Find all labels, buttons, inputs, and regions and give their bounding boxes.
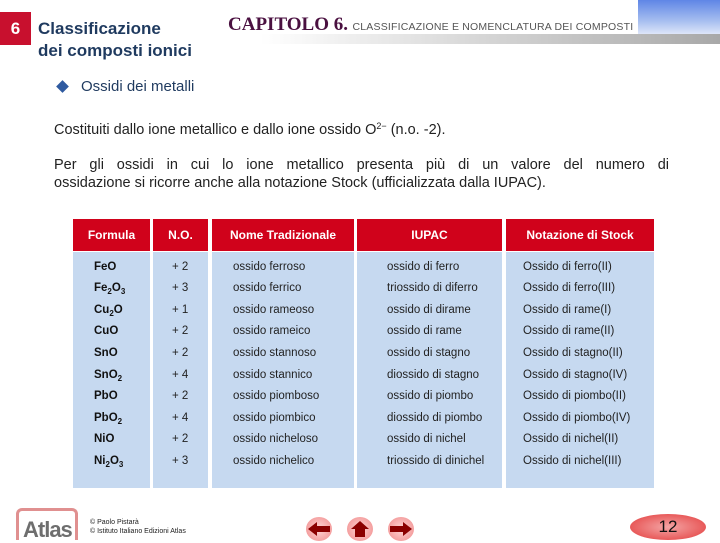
table-cell-formula: PbO — [94, 390, 118, 402]
table-cell-iupac: ossido di ferro — [387, 261, 460, 273]
page-number: 12 — [630, 514, 706, 540]
table-cell-iupac: diossido di stagno — [387, 369, 480, 381]
table-cell-formula: $Fe_2O_3$ — [94, 282, 126, 296]
home-button[interactable] — [347, 517, 373, 541]
copyright — [90, 518, 186, 536]
table-cell-stock: Ossido di stagno(IV) — [523, 369, 628, 381]
table-cell-no: + 2 — [172, 433, 189, 445]
paragraph-definition — [54, 117, 446, 139]
section-title-line1: Classificazione — [38, 19, 161, 38]
next-button[interactable] — [388, 517, 414, 541]
para1-text-end: (n.o. -2). — [386, 122, 446, 138]
table-cell-no: + 3 — [172, 455, 189, 467]
table-header-stock: Notazione di Stock — [506, 219, 654, 251]
logo-text: Atlas — [23, 517, 72, 542]
table-cell-stock: Ossido di rame(II) — [523, 325, 615, 337]
table-cell-formula: SnO — [94, 347, 118, 359]
chapter-label-subtitle: CLASSIFICAZIONE E NOMENCLATURA DEI COMPOSTI — [352, 21, 634, 33]
prev-button[interactable] — [306, 517, 332, 541]
table-cell-trad: ossido ferrico — [233, 282, 302, 294]
table-cell-no: + 2 — [172, 390, 189, 402]
table-cell-iupac: ossido di stagno — [387, 347, 471, 359]
table-column-formula — [73, 219, 150, 469]
bullet-text: Ossidi dei metalli — [81, 78, 195, 95]
chapter-number-badge: 6 — [0, 12, 31, 45]
table-cell-iupac: ossido di piombo — [387, 390, 474, 402]
table-cell-iupac: ossido di nichel — [387, 433, 466, 445]
table-cell-trad: ossido rameico — [233, 325, 311, 337]
table-cell-formula: NiO — [94, 433, 115, 445]
table-header-formula: Formula — [73, 219, 150, 251]
paragraph-stock — [54, 156, 669, 192]
table-header-trad: Nome Tradizionale — [212, 219, 354, 251]
para1-text: Costituiti dallo ione metallico e dallo ione ossido O — [54, 122, 377, 138]
table-cell-trad: ossido nicheloso — [233, 433, 319, 445]
para2-line1: Per gli ossidi in cui lo ione metallico presenta più di un valore del numero di — [54, 157, 669, 173]
table-cell-stock: Ossido di rame(I) — [523, 304, 612, 316]
table-cell-trad: ossido piomboso — [233, 390, 320, 402]
bullet-heading — [58, 78, 194, 95]
table-cell-stock: Ossido di ferro(II) — [523, 261, 612, 273]
table-cell-iupac: ossido di dirame — [387, 304, 471, 316]
table-cell-trad: ossido rameoso — [233, 304, 315, 316]
table-cell-no: + 4 — [172, 369, 189, 381]
table-column-stock — [506, 219, 654, 467]
table-cell-formula: $Ni_2O_3$ — [94, 455, 124, 469]
table-cell-no: + 1 — [172, 304, 189, 316]
section-title — [38, 18, 192, 62]
table-cell-no: + 4 — [172, 412, 189, 424]
table-cell-formula: FeO — [94, 261, 117, 273]
header-corner-decoration — [638, 0, 720, 36]
table-cell-iupac: triossido di dinichel — [387, 455, 485, 467]
chapter-label-main: CAPITOLO 6. — [228, 14, 349, 35]
table-cell-no: + 2 — [172, 347, 189, 359]
table-cell-no: + 2 — [172, 325, 189, 337]
table-cell-stock: Ossido di stagno(II) — [523, 347, 623, 359]
chapter-label — [228, 14, 633, 36]
table-cell-formula: PbO$_2$ — [94, 412, 123, 426]
arrow-right-icon — [390, 522, 412, 536]
copyright-publisher: © Istituto Italiano Edizioni Atlas — [90, 528, 186, 535]
table-cell-stock: Ossido di nichel(II) — [523, 433, 619, 445]
copyright-author: © Paolo Pistarà — [90, 519, 139, 526]
table-column-iupac — [357, 219, 502, 467]
table-cell-stock: Ossido di nichel(III) — [523, 455, 622, 467]
table-cell-no: + 3 — [172, 282, 189, 294]
table-cell-trad: ossido nichelico — [233, 455, 315, 467]
table-cell-iupac: triossido di diferro — [387, 282, 478, 294]
table-cell-trad: ossido piombico — [233, 412, 316, 424]
table-cell-trad: ossido stannico — [233, 369, 313, 381]
table-cell-formula: SnO$_2$ — [94, 369, 123, 383]
table-cell-formula: CuO — [94, 325, 119, 337]
table-header-no: N.O. — [153, 219, 208, 251]
atlas-logo — [16, 508, 78, 540]
table-cell-stock: Ossido di piombo(IV) — [523, 412, 631, 424]
table-cell-formula: $Cu_2O$ — [94, 304, 123, 318]
table-cell-stock: Ossido di ferro(III) — [523, 282, 616, 294]
diamond-bullet-icon — [56, 80, 69, 93]
table-column-no — [153, 219, 208, 467]
table-cell-iupac: diossido di piombo — [387, 412, 483, 424]
para1-superscript: 2− — [376, 121, 387, 131]
para2-line2: ossidazione si ricorre anche alla notazione Stock (ufficializzata dalla IUPAC). — [54, 175, 546, 191]
table-cell-trad: ossido stannoso — [233, 347, 317, 359]
home-icon — [351, 521, 369, 537]
section-title-line2: dei composti ionici — [38, 41, 192, 60]
table-cell-no: + 2 — [172, 261, 189, 273]
table-cell-stock: Ossido di piombo(II) — [523, 390, 626, 402]
table-column-trad — [212, 219, 354, 467]
table-cell-trad: ossido ferroso — [233, 261, 306, 273]
table-header-iupac: IUPAC — [357, 219, 502, 251]
table-cell-iupac: ossido di rame — [387, 325, 462, 337]
arrow-left-icon — [308, 522, 330, 536]
